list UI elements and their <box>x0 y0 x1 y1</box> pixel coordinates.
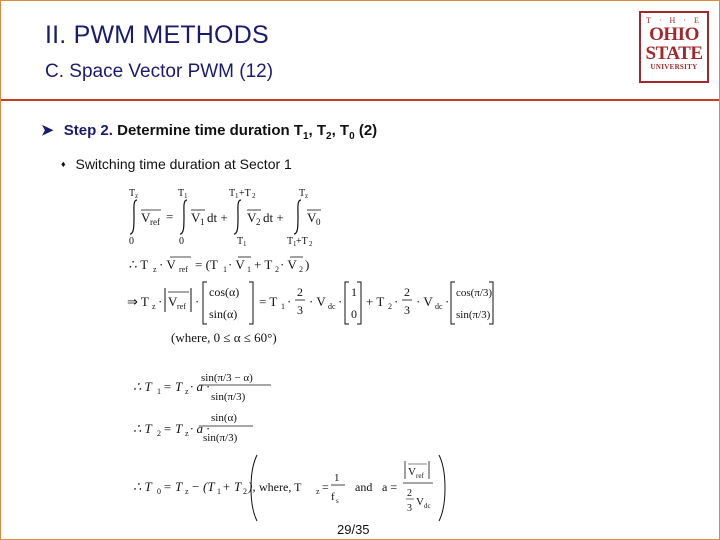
svg-text:dc: dc <box>424 502 431 510</box>
svg-text:∴ T: ∴ T <box>133 421 152 436</box>
svg-text:z: z <box>185 487 189 496</box>
svg-text:1: 1 <box>243 240 247 246</box>
svg-text:sin(π/3): sin(π/3) <box>203 432 238 444</box>
tz-vref-equation <box>127 253 327 275</box>
svg-text:·: · <box>158 294 163 309</box>
svg-text:∴ T: ∴ T <box>129 257 149 272</box>
svg-text:T: T <box>287 236 294 246</box>
svg-text:where, T: where, T <box>259 480 302 494</box>
svg-text:T: T <box>299 188 306 199</box>
svg-text:cos(π/3): cos(π/3) <box>456 287 493 299</box>
svg-text:z: z <box>185 387 189 396</box>
svg-text:T: T <box>129 188 136 199</box>
sub-bullet-text: Switching time duration at Sector 1 <box>75 156 292 172</box>
svg-text:=: = <box>166 209 174 224</box>
svg-text:dc: dc <box>435 302 443 311</box>
svg-text:sin(α): sin(α) <box>211 412 237 424</box>
svg-text:1: 1 <box>247 265 251 274</box>
page-number: 29/35 <box>337 522 370 537</box>
svg-text:1: 1 <box>200 217 205 227</box>
integral-equation <box>121 186 341 246</box>
svg-text:ref: ref <box>179 265 188 274</box>
svg-text:0: 0 <box>179 236 184 246</box>
svg-text:),: ), <box>248 479 256 494</box>
svg-text:ref: ref <box>177 302 186 311</box>
svg-text:0: 0 <box>129 236 134 246</box>
t2-equation <box>131 409 291 449</box>
svg-text:1: 1 <box>217 487 221 496</box>
svg-text:0: 0 <box>316 217 321 227</box>
svg-text:∴ T: ∴ T <box>133 379 152 394</box>
step-label: Step 2. <box>63 122 113 139</box>
svg-text:z: z <box>185 429 189 438</box>
slide-title: II. PWM METHODS <box>45 21 269 49</box>
svg-text:sin(π/3 − α): sin(π/3 − α) <box>201 372 253 384</box>
diamond-bullet-icon: ♦ <box>61 159 66 169</box>
svg-text:T: T <box>237 236 244 246</box>
step-text: Determine time duration $T_1$, $T_2$, $T_0$ (2) <box>117 122 378 142</box>
svg-text:+T: +T <box>296 236 308 246</box>
svg-text:= (T: = (T <box>195 257 218 272</box>
svg-text:sin(α): sin(α) <box>209 307 238 321</box>
svg-text:V: V <box>247 210 257 225</box>
svg-text:1: 1 <box>351 285 357 299</box>
svg-text:dc: dc <box>328 302 336 311</box>
svg-text:2: 2 <box>407 488 412 499</box>
svg-text:· a ·: · a · <box>190 379 210 394</box>
svg-text:= T: = T <box>259 294 278 309</box>
svg-text:ref: ref <box>416 472 424 480</box>
svg-text:a =: a = <box>382 480 398 494</box>
svg-text:0: 0 <box>157 487 161 496</box>
svg-text:2: 2 <box>256 217 261 227</box>
svg-text:· V: · V <box>309 294 326 309</box>
svg-text:1: 1 <box>235 192 239 200</box>
svg-text:− (T: − (T <box>191 479 215 494</box>
svg-text:3: 3 <box>297 303 303 317</box>
svg-text:T: T <box>229 188 236 199</box>
svg-text:f: f <box>331 491 335 503</box>
svg-text:V: V <box>307 210 317 225</box>
svg-text:+ T: + T <box>254 257 273 272</box>
svg-text:2: 2 <box>299 265 303 274</box>
svg-text:· V: · V <box>159 257 176 272</box>
svg-text:· V: · V <box>280 257 297 272</box>
svg-text:2: 2 <box>157 429 161 438</box>
svg-text:z: z <box>316 487 320 496</box>
svg-text:3: 3 <box>407 503 412 514</box>
svg-text:s: s <box>336 497 339 505</box>
t0-equation <box>131 453 451 525</box>
svg-text:1: 1 <box>334 472 340 484</box>
svg-text:·: · <box>195 294 200 309</box>
svg-text:sin(π/3): sin(π/3) <box>456 309 491 321</box>
svg-text:): ) <box>305 257 310 272</box>
svg-text:1: 1 <box>281 302 285 311</box>
arrow-bullet-icon: ➤ <box>41 122 54 139</box>
t1-equation <box>131 369 291 405</box>
svg-text:=: = <box>322 480 329 494</box>
svg-text:+ T: + T <box>366 294 385 309</box>
svg-text:·: · <box>338 294 343 309</box>
svg-text:2: 2 <box>275 265 279 274</box>
angle-range-note: (where, 0 ≤ α ≤ 60°) <box>171 330 277 345</box>
svg-text:cos(α): cos(α) <box>209 285 240 299</box>
svg-text:V: V <box>191 210 201 225</box>
svg-text:V: V <box>141 210 151 225</box>
university-logo: T · H · E OHIO STATE UNIVERSITY <box>639 11 709 83</box>
svg-text:·: · <box>287 294 292 309</box>
svg-text:2: 2 <box>309 240 313 246</box>
svg-text:T: T <box>178 188 185 199</box>
svg-text:V: V <box>168 294 178 309</box>
svg-text:2: 2 <box>297 285 303 299</box>
svg-text:3: 3 <box>404 303 410 317</box>
svg-text:1: 1 <box>157 387 161 396</box>
svg-text:2: 2 <box>404 285 410 299</box>
svg-text:1: 1 <box>223 265 227 274</box>
svg-text:z: z <box>135 192 139 200</box>
svg-text:ref: ref <box>150 217 160 227</box>
svg-text:dt +: dt + <box>263 210 284 225</box>
svg-text:· V: · V <box>416 294 433 309</box>
slide-subtitle: C. Space Vector PWM (12) <box>45 61 274 82</box>
svg-text:sin(π/3): sin(π/3) <box>211 391 246 403</box>
svg-text:z: z <box>152 302 156 311</box>
sub-bullet <box>61 156 292 172</box>
svg-text:V: V <box>408 466 416 478</box>
svg-text:·: · <box>445 294 450 309</box>
matrix-equation <box>125 278 495 328</box>
svg-text:∴ T: ∴ T <box>133 479 152 494</box>
svg-text:·: · <box>394 294 399 309</box>
title-divider <box>1 99 719 101</box>
svg-text:and: and <box>355 480 373 494</box>
svg-text:1: 1 <box>184 192 188 200</box>
svg-text:0: 0 <box>351 307 357 321</box>
svg-text:V: V <box>416 496 424 508</box>
svg-text:= T: = T <box>163 421 183 436</box>
svg-text:+T: +T <box>239 188 251 199</box>
svg-text:1: 1 <box>293 240 297 246</box>
svg-text:= T: = T <box>163 379 183 394</box>
svg-text:· V: · V <box>228 257 245 272</box>
svg-text:dt +: dt + <box>207 210 228 225</box>
svg-text:· a ·: · a · <box>190 421 210 436</box>
svg-text:z: z <box>153 265 157 274</box>
svg-text:⇒ T: ⇒ T <box>127 294 149 309</box>
svg-text:= T: = T <box>163 479 183 494</box>
svg-text:+ T: + T <box>222 479 242 494</box>
svg-text:2: 2 <box>243 487 247 496</box>
step-bullet <box>41 121 377 142</box>
svg-text:2: 2 <box>252 192 256 200</box>
svg-text:z: z <box>305 192 309 200</box>
svg-text:2: 2 <box>388 302 392 311</box>
